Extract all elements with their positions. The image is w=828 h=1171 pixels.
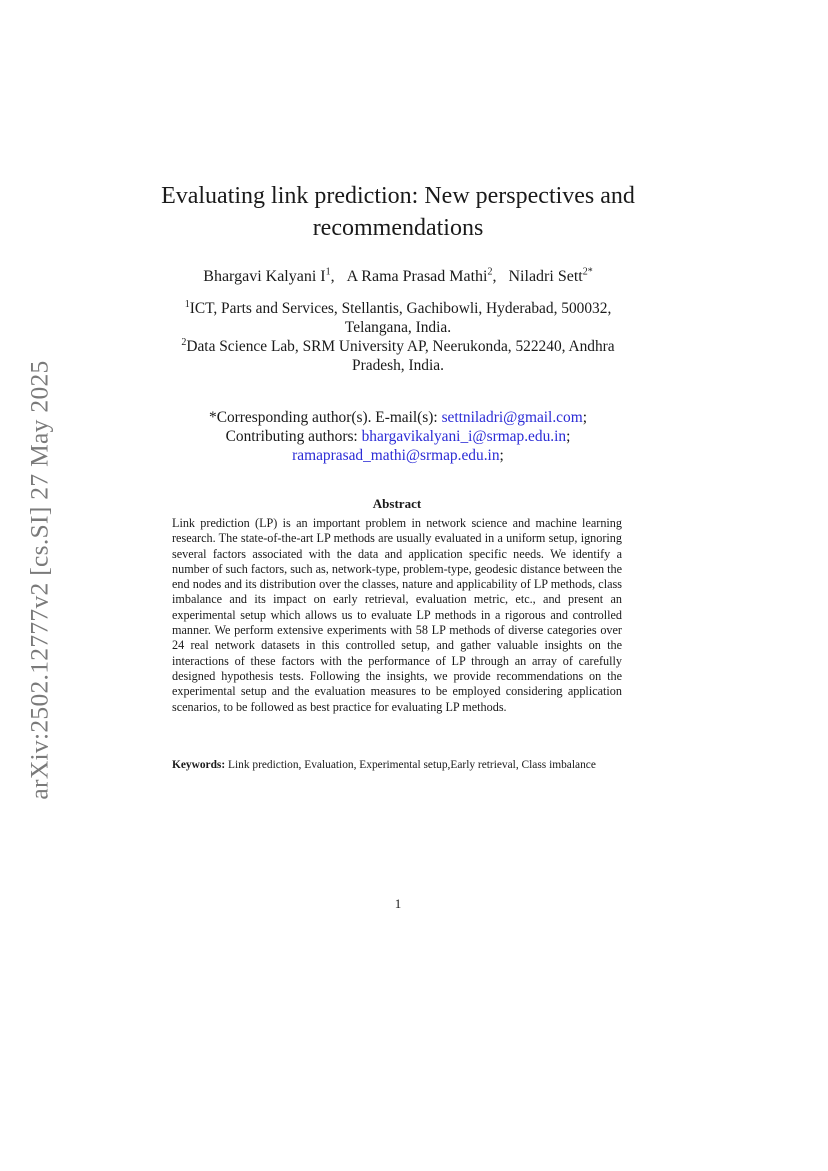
abstract-heading: Abstract — [372, 496, 422, 511]
keywords-label: Keywords: — [172, 759, 226, 771]
author-list: Bhargavi Kalyani $I^1$, A Rama Prasad Mathi$^2$, Niladri Sett$^{2*}$ — [203, 266, 593, 285]
author-affiliation-mark: 2* — [582, 266, 593, 278]
paper-title: Evaluating link prediction: New perspectives and recommendations — [161, 183, 635, 241]
arxiv-identifier-text: arXiv:2502.12777v2 [cs.SI] 27 May 2025 — [25, 360, 54, 800]
abstract-text: Link prediction (LP) is an important problem in network science and machine learning research. The state-of-the-art LP methods are usually evaluated in a uniform setup, ignoring several factors associated with the data and application specific needs. We identify a number of such factors, such as, network-type, problem-type, geodesic distance between the end nodes and its distribution over the classes, nature and applicability of LP methods, class imbalance and its impact on early retrieval, evaluation metric, etc., and present an experimental setup which allows us to evaluate LP methods in a rigorous and controlled manner. We perform extensive experiments with 58 LP methods of diverse categories over 24 real network datasets in this controlled setup, and gather valuable insights on the interactions of these factors with the performance of LP through an array of carefully designed hypothesis tests. Following the insights, we provide recommendations on the experimental setup and the evaluation measures to be employed considering application scenarios, to be followed as best practice for evaluating LP methods. — [172, 516, 622, 714]
corresponding-email-link[interactable]: settniladri@gmail.com — [441, 409, 583, 426]
author-name: A Rama Prasad Mathi — [346, 268, 488, 285]
contributing-email-link[interactable]: ramaprasad_mathi@srmap.edu.in — [292, 447, 500, 464]
affiliation — [160, 299, 636, 337]
author-name: Bhargavi Kalyani I — [203, 268, 326, 285]
affiliation-mark: 2 — [181, 336, 187, 348]
corresponding-label: *Corresponding author(s). E-mail(s): — [209, 409, 438, 426]
author-name: Niladri Sett — [508, 268, 583, 285]
affiliation-mark: 1 — [184, 298, 190, 310]
affiliation-text: Data Science Lab, SRM University AP, Neerukonda, 522240, Andhra Pradesh, India. — [186, 338, 615, 374]
keywords-text: Link prediction, Evaluation, Experimental setup,Early retrieval, Class imbalance — [228, 759, 596, 771]
correspondence: *Corresponding author(s). E-mail(s): settniladri@gmail.com; Contributing authors: bhargavikalyani_i@srmap.edu.in; ramaprasad_mathi@srmap.edu.in; — [209, 409, 587, 464]
keywords — [172, 758, 622, 772]
contributing-email-link[interactable]: bhargavikalyani_i@srmap.edu.in — [361, 428, 567, 445]
affiliation — [160, 337, 636, 375]
author-affiliation-mark: 2 — [487, 266, 493, 278]
author-affiliation-mark: 1 — [325, 266, 331, 278]
arxiv-identifier — [22, 340, 58, 820]
page-number: 1 — [394, 896, 402, 911]
contributing-label: Contributing authors: — [225, 428, 358, 445]
affiliation-text: ICT, Parts and Services, Stellantis, Gachibowli, Hyderabad, 500032, Telangana, India. — [189, 300, 612, 336]
